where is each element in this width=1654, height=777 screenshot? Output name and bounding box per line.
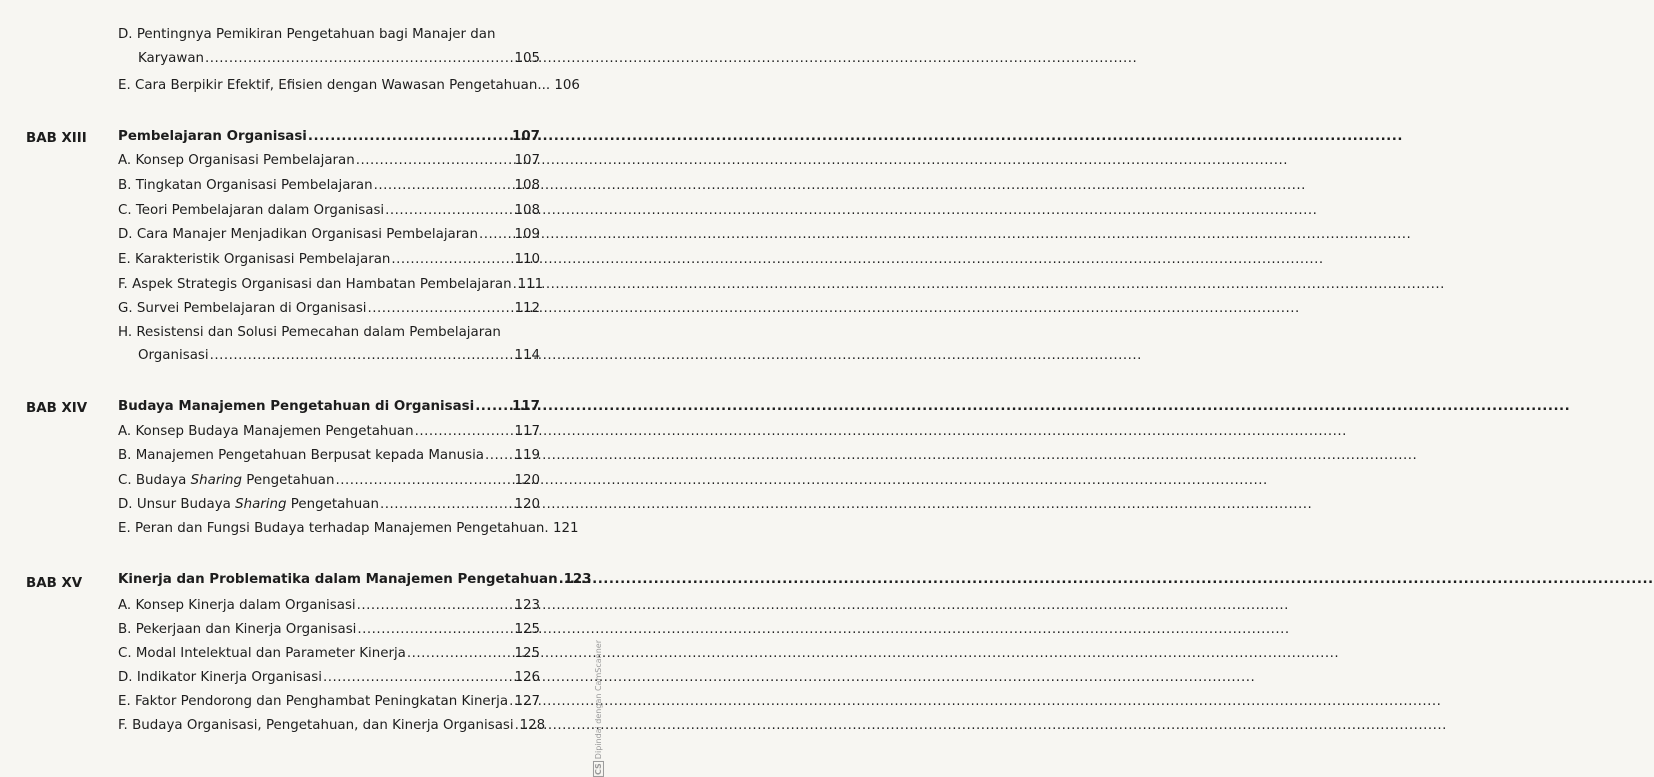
entry-page: 105 (514, 51, 540, 66)
entry-page: 110 (514, 252, 540, 267)
toc-entry (118, 300, 540, 317)
chapter-page: 123 (563, 572, 592, 587)
toc-entry (118, 645, 540, 662)
entry-label: B. Manajemen Pengetahuan Berpusat kepada Manusia (118, 448, 484, 463)
entry-page: 112 (514, 301, 540, 316)
entry-label: E. Peran dan Fungsi Budaya terhadap Manajemen Pengetahuan. (118, 521, 549, 536)
leader-dots (205, 50, 513, 67)
toc-entry (118, 447, 540, 464)
leader-dots (385, 202, 513, 219)
chapter-title: Kinerja dan Problematika dalam Manajemen Pengetahuan (118, 572, 558, 587)
entry-page: 119 (514, 448, 540, 463)
entry-label: D. Cara Manajer Menjadikan Organisasi Pembelajaran (118, 227, 478, 242)
chapter-page: 117 (512, 399, 540, 414)
chapter-page: 107 (512, 129, 540, 144)
chapter-heading (118, 128, 540, 145)
toc-entry (118, 152, 540, 169)
leader-dots (336, 472, 514, 489)
leader-dots (368, 300, 514, 317)
toc-entry (118, 177, 540, 194)
entry-label: E. Cara Berpikir Efektif, Efisien dengan Wawasan Pengetahuan... (118, 78, 551, 93)
entry-page: 120 (514, 497, 540, 512)
leader-dots (515, 717, 519, 734)
entry-label: Karyawan (138, 51, 205, 66)
entry-page: 114 (514, 348, 540, 363)
chapter-heading (118, 398, 540, 415)
toc-entry (118, 472, 540, 489)
entry-label: Organisasi (138, 348, 209, 363)
entry-label: C. Budaya Sharing Pengetahuan (118, 473, 335, 488)
toc-entry (118, 423, 540, 440)
entry-label: F. Aspek Strategis Organisasi dan Hambatan Pembelajaran (118, 277, 512, 292)
leader-dots (357, 621, 513, 638)
entry-page: 126 (514, 670, 540, 685)
entry-label: A. Konsep Budaya Manajemen Pengetahuan (118, 424, 414, 439)
leader-dots (210, 347, 514, 364)
toc-entry-e-top (118, 77, 580, 94)
entry-page: 108 (514, 203, 540, 218)
entry-page: 128 (519, 718, 546, 733)
toc-page (0, 0, 603, 777)
entry-page: 117 (514, 424, 540, 439)
entry-label: D. Indikator Kinerja Organisasi (118, 670, 322, 685)
leader-dots (415, 423, 514, 440)
scanner-watermark (594, 640, 603, 777)
watermark-text: Dipindai dengan CamScanner (594, 640, 603, 760)
entry-page: 120 (514, 473, 540, 488)
chapter-number: BAB XIV (26, 401, 88, 416)
entry-page: 123 (514, 598, 540, 613)
entry-label: E. Karakteristik Organisasi Pembelajaran (118, 252, 391, 267)
toc-entry (118, 717, 546, 734)
entry-page: 109 (514, 227, 540, 242)
entry-label: G. Survei Pembelajaran di Organisasi (118, 301, 367, 316)
toc-entry (118, 693, 540, 710)
toc-entry (118, 202, 540, 219)
chapter-number: BAB XV (26, 576, 83, 591)
leader-dots (479, 226, 513, 243)
entry-page: 108 (514, 178, 540, 193)
toc-entry: H. Resistensi dan Solusi Pemecahan dalam Pembelajaran (118, 325, 501, 340)
entry-label: C. Modal Intelektual dan Parameter Kinerja (118, 646, 406, 661)
chapter-number: BAB XIII (26, 131, 87, 146)
toc-entry (118, 496, 540, 513)
toc-entry (118, 251, 540, 268)
toc-entry (118, 276, 544, 293)
chapter-title: Budaya Manajemen Pengetahuan di Organisasi (118, 399, 475, 414)
leader-dots (391, 251, 513, 268)
entry-label: B. Tingkatan Organisasi Pembelajaran (118, 178, 373, 193)
entry-page: 127 (514, 694, 540, 709)
chapter-heading (118, 571, 592, 588)
toc-entry (138, 347, 540, 364)
entry-page: 121 (552, 521, 579, 536)
leader-dots (374, 177, 514, 194)
entry-label: E. Faktor Pendorong dan Penghambat Peningkatan Kinerja (118, 694, 509, 709)
toc-entry-d-top: D. Pentingnya Pemikiran Pengetahuan bagi Manajer dan (118, 27, 496, 42)
entry-page: 125 (514, 622, 540, 637)
toc-entry (118, 597, 540, 614)
entry-label: D. Unsur Budaya Sharing Pengetahuan (118, 497, 379, 512)
leader-dots (407, 645, 514, 662)
entry-label: C. Teori Pembelajaran dalam Organisasi (118, 203, 385, 218)
leader-dots (323, 669, 514, 686)
toc-entry (118, 669, 540, 686)
entry-label: B. Pekerjaan dan Kinerja Organisasi (118, 622, 357, 637)
toc-entry (118, 520, 579, 537)
toc-entry (118, 621, 540, 638)
leader-dots (485, 447, 513, 464)
leader-dots (356, 152, 514, 169)
leader-dots (308, 128, 511, 145)
entry-label: F. Budaya Organisasi, Pengetahuan, dan Kinerja Organisasi (118, 718, 514, 733)
chapter-title: Pembelajaran Organisasi (118, 129, 307, 144)
entry-label: A. Konsep Kinerja dalam Organisasi (118, 598, 356, 613)
toc-entry (118, 226, 540, 243)
toc-entry-karyawan (138, 50, 540, 67)
entry-page: 111 (517, 277, 544, 292)
camscanner-logo-icon: CS (594, 763, 603, 775)
leader-dots (559, 571, 563, 588)
leader-dots (380, 496, 513, 513)
leader-dots (357, 597, 514, 614)
leader-dots (509, 693, 513, 710)
entry-label: A. Konsep Organisasi Pembelajaran (118, 153, 355, 168)
entry-page: 106 (554, 78, 580, 93)
entry-page: 125 (514, 646, 540, 661)
entry-page: 107 (514, 153, 540, 168)
leader-dots (475, 398, 511, 415)
leader-dots (513, 276, 517, 293)
